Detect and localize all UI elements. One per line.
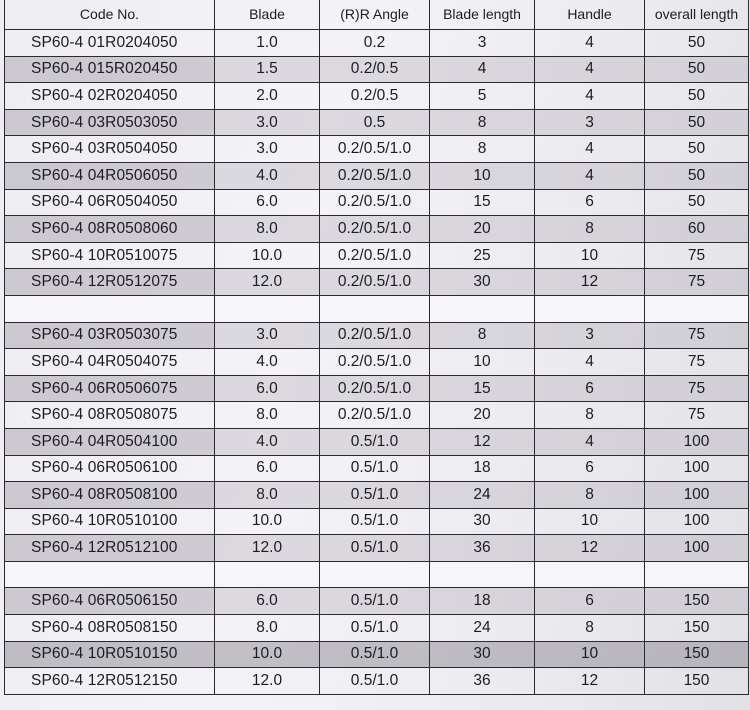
table-row bbox=[5, 402, 749, 429]
cell-blade: 6.0 bbox=[215, 588, 320, 615]
cell-blade: 6.0 bbox=[215, 455, 320, 482]
cell-overall-length: 100 bbox=[645, 428, 749, 455]
cell-overall-length: 75 bbox=[645, 375, 749, 402]
cell-handle: 4 bbox=[535, 56, 645, 83]
cell-overall-length bbox=[645, 561, 749, 588]
cell-r-angle: 0.2/0.5/1.0 bbox=[320, 162, 430, 189]
cell-overall-length: 75 bbox=[645, 349, 749, 376]
cell-r-angle: 0.5/1.0 bbox=[320, 641, 430, 668]
cell-blade-length: 10 bbox=[430, 349, 535, 376]
cell-blade: 3.0 bbox=[215, 136, 320, 163]
cell-overall-length: 75 bbox=[645, 242, 749, 269]
cell-handle: 3 bbox=[535, 322, 645, 349]
table-body bbox=[5, 30, 749, 695]
cell-blade-length: 36 bbox=[430, 535, 535, 562]
cell-overall-length: 50 bbox=[645, 162, 749, 189]
cell-code: SP60-4 03R0503075 bbox=[5, 322, 215, 349]
cell-code: SP60-4 06R0506150 bbox=[5, 588, 215, 615]
cell-handle: 3 bbox=[535, 109, 645, 136]
cell-blade-length: 30 bbox=[430, 641, 535, 668]
cell-blade-length: 18 bbox=[430, 455, 535, 482]
cell-r-angle: 0.2/0.5/1.0 bbox=[320, 375, 430, 402]
cell-overall-length: 60 bbox=[645, 216, 749, 243]
spacer-row bbox=[5, 561, 749, 588]
table-row bbox=[5, 216, 749, 243]
cell-code: SP60-4 10R0510075 bbox=[5, 242, 215, 269]
cell-overall-length: 150 bbox=[645, 641, 749, 668]
table-header bbox=[5, 0, 749, 30]
cell-blade-length: 36 bbox=[430, 668, 535, 695]
cell-overall-length: 50 bbox=[645, 30, 749, 57]
cell-blade-length: 15 bbox=[430, 375, 535, 402]
cell-blade: 8.0 bbox=[215, 615, 320, 642]
cell-blade: 10.0 bbox=[215, 242, 320, 269]
cell-r-angle: 0.5/1.0 bbox=[320, 428, 430, 455]
cell-r-angle: 0.2/0.5/1.0 bbox=[320, 269, 430, 296]
cell-r-angle: 0.2/0.5 bbox=[320, 56, 430, 83]
cell-r-angle: 0.5 bbox=[320, 109, 430, 136]
cell-blade-length: 25 bbox=[430, 242, 535, 269]
cell-r-angle: 0.5/1.0 bbox=[320, 455, 430, 482]
cell-code: SP60-4 08R0508150 bbox=[5, 615, 215, 642]
cell-handle: 12 bbox=[535, 535, 645, 562]
cell-handle: 6 bbox=[535, 189, 645, 216]
cell-code: SP60-4 01R0204050 bbox=[5, 30, 215, 57]
table-row bbox=[5, 615, 749, 642]
cell-handle bbox=[535, 295, 645, 322]
cell-r-angle: 0.2/0.5/1.0 bbox=[320, 242, 430, 269]
cell-blade-length: 30 bbox=[430, 269, 535, 296]
table-row bbox=[5, 375, 749, 402]
cell-code: SP60-4 04R0504100 bbox=[5, 428, 215, 455]
cell-blade: 3.0 bbox=[215, 109, 320, 136]
table-row bbox=[5, 189, 749, 216]
cell-code: SP60-4 04R0504075 bbox=[5, 349, 215, 376]
header-overall-length: overall length bbox=[645, 0, 749, 30]
cell-blade: 6.0 bbox=[215, 189, 320, 216]
cell-blade-length: 10 bbox=[430, 162, 535, 189]
cell-blade: 10.0 bbox=[215, 641, 320, 668]
cell-handle: 4 bbox=[535, 136, 645, 163]
cell-r-angle: 0.2/0.5/1.0 bbox=[320, 189, 430, 216]
cell-overall-length: 75 bbox=[645, 322, 749, 349]
header-row bbox=[5, 0, 749, 30]
cell-r-angle: 0.2 bbox=[320, 30, 430, 57]
cell-r-angle: 0.5/1.0 bbox=[320, 508, 430, 535]
cell-handle: 10 bbox=[535, 641, 645, 668]
cell-blade-length: 8 bbox=[430, 136, 535, 163]
cell-overall-length: 100 bbox=[645, 508, 749, 535]
cell-code bbox=[5, 295, 215, 322]
cell-r-angle: 0.2/0.5/1.0 bbox=[320, 216, 430, 243]
cell-r-angle bbox=[320, 561, 430, 588]
cell-blade-length: 20 bbox=[430, 216, 535, 243]
cell-overall-length: 50 bbox=[645, 136, 749, 163]
table-row bbox=[5, 349, 749, 376]
table-row bbox=[5, 30, 749, 57]
table-row bbox=[5, 83, 749, 110]
table-row bbox=[5, 535, 749, 562]
cell-handle: 4 bbox=[535, 428, 645, 455]
cell-blade: 1.5 bbox=[215, 56, 320, 83]
table-row bbox=[5, 322, 749, 349]
cell-overall-length: 50 bbox=[645, 83, 749, 110]
cell-blade bbox=[215, 561, 320, 588]
cell-handle: 4 bbox=[535, 349, 645, 376]
cell-code: SP60-4 08R0508100 bbox=[5, 482, 215, 509]
table-row bbox=[5, 455, 749, 482]
cell-r-angle: 0.2/0.5/1.0 bbox=[320, 136, 430, 163]
cell-handle: 12 bbox=[535, 269, 645, 296]
cell-handle bbox=[535, 561, 645, 588]
cell-blade: 8.0 bbox=[215, 402, 320, 429]
cell-blade: 8.0 bbox=[215, 482, 320, 509]
table-row bbox=[5, 482, 749, 509]
cell-code: SP60-4 03R0503050 bbox=[5, 109, 215, 136]
table-row bbox=[5, 242, 749, 269]
cell-handle: 8 bbox=[535, 216, 645, 243]
cell-handle: 12 bbox=[535, 668, 645, 695]
cell-blade: 2.0 bbox=[215, 83, 320, 110]
cell-blade: 12.0 bbox=[215, 668, 320, 695]
cell-handle: 6 bbox=[535, 588, 645, 615]
header-code-no: Code No. bbox=[5, 0, 215, 30]
cell-code: SP60-4 08R0508060 bbox=[5, 216, 215, 243]
table-row bbox=[5, 668, 749, 695]
cell-handle: 4 bbox=[535, 162, 645, 189]
cell-code: SP60-4 08R0508075 bbox=[5, 402, 215, 429]
cell-handle: 4 bbox=[535, 83, 645, 110]
cell-handle: 10 bbox=[535, 242, 645, 269]
cell-blade-length bbox=[430, 561, 535, 588]
cell-r-angle: 0.5/1.0 bbox=[320, 615, 430, 642]
table-row bbox=[5, 269, 749, 296]
cell-blade bbox=[215, 295, 320, 322]
cell-blade-length: 8 bbox=[430, 109, 535, 136]
cell-r-angle: 0.5/1.0 bbox=[320, 482, 430, 509]
cell-r-angle: 0.2/0.5 bbox=[320, 83, 430, 110]
table-row bbox=[5, 428, 749, 455]
cell-blade-length: 8 bbox=[430, 322, 535, 349]
cell-r-angle: 0.5/1.0 bbox=[320, 668, 430, 695]
cell-handle: 8 bbox=[535, 482, 645, 509]
cell-code: SP60-4 06R0506075 bbox=[5, 375, 215, 402]
cell-blade-length bbox=[430, 295, 535, 322]
cell-overall-length: 50 bbox=[645, 189, 749, 216]
cell-code: SP60-4 06R0504050 bbox=[5, 189, 215, 216]
cell-overall-length: 100 bbox=[645, 482, 749, 509]
header-r-angle: (R)R Angle bbox=[320, 0, 430, 30]
cell-blade: 1.0 bbox=[215, 30, 320, 57]
cell-code: SP60-4 10R0510100 bbox=[5, 508, 215, 535]
cell-r-angle: 0.2/0.5/1.0 bbox=[320, 349, 430, 376]
cell-blade: 4.0 bbox=[215, 162, 320, 189]
cell-overall-length: 150 bbox=[645, 588, 749, 615]
cell-blade: 12.0 bbox=[215, 535, 320, 562]
cell-overall-length: 50 bbox=[645, 109, 749, 136]
cell-blade-length: 3 bbox=[430, 30, 535, 57]
cell-code: SP60-4 10R0510150 bbox=[5, 641, 215, 668]
cell-blade: 6.0 bbox=[215, 375, 320, 402]
cell-blade: 12.0 bbox=[215, 269, 320, 296]
cell-code bbox=[5, 561, 215, 588]
cell-code: SP60-4 12R0512100 bbox=[5, 535, 215, 562]
cell-overall-length bbox=[645, 295, 749, 322]
cell-overall-length: 50 bbox=[645, 56, 749, 83]
cell-blade-length: 24 bbox=[430, 482, 535, 509]
cell-handle: 8 bbox=[535, 402, 645, 429]
cell-overall-length: 100 bbox=[645, 455, 749, 482]
cell-handle: 6 bbox=[535, 375, 645, 402]
cell-blade-length: 18 bbox=[430, 588, 535, 615]
cell-r-angle: 0.5/1.0 bbox=[320, 588, 430, 615]
header-blade-length: Blade length bbox=[430, 0, 535, 30]
cell-overall-length: 100 bbox=[645, 535, 749, 562]
cell-blade-length: 5 bbox=[430, 83, 535, 110]
cell-r-angle bbox=[320, 295, 430, 322]
header-blade: Blade bbox=[215, 0, 320, 30]
cell-code: SP60-4 03R0504050 bbox=[5, 136, 215, 163]
cell-handle: 10 bbox=[535, 508, 645, 535]
cell-blade: 4.0 bbox=[215, 349, 320, 376]
cell-blade-length: 24 bbox=[430, 615, 535, 642]
cell-code: SP60-4 02R0204050 bbox=[5, 83, 215, 110]
cell-r-angle: 0.2/0.5/1.0 bbox=[320, 322, 430, 349]
cell-blade: 10.0 bbox=[215, 508, 320, 535]
cell-code: SP60-4 12R0512075 bbox=[5, 269, 215, 296]
product-spec-table bbox=[4, 0, 749, 695]
table-row bbox=[5, 641, 749, 668]
cell-overall-length: 75 bbox=[645, 402, 749, 429]
cell-overall-length: 150 bbox=[645, 615, 749, 642]
cell-handle: 8 bbox=[535, 615, 645, 642]
cell-handle: 4 bbox=[535, 30, 645, 57]
cell-code: SP60-4 06R0506100 bbox=[5, 455, 215, 482]
table-row bbox=[5, 56, 749, 83]
cell-code: SP60-4 04R0506050 bbox=[5, 162, 215, 189]
cell-blade: 3.0 bbox=[215, 322, 320, 349]
cell-r-angle: 0.5/1.0 bbox=[320, 535, 430, 562]
cell-blade: 4.0 bbox=[215, 428, 320, 455]
cell-blade-length: 12 bbox=[430, 428, 535, 455]
cell-blade-length: 15 bbox=[430, 189, 535, 216]
cell-code: SP60-4 015R020450 bbox=[5, 56, 215, 83]
cell-overall-length: 75 bbox=[645, 269, 749, 296]
cell-blade-length: 20 bbox=[430, 402, 535, 429]
spacer-row bbox=[5, 295, 749, 322]
cell-code: SP60-4 12R0512150 bbox=[5, 668, 215, 695]
cell-overall-length: 150 bbox=[645, 668, 749, 695]
table-row bbox=[5, 588, 749, 615]
cell-blade-length: 4 bbox=[430, 56, 535, 83]
table-row bbox=[5, 508, 749, 535]
cell-handle: 6 bbox=[535, 455, 645, 482]
table-row bbox=[5, 109, 749, 136]
cell-blade-length: 30 bbox=[430, 508, 535, 535]
header-handle: Handle bbox=[535, 0, 645, 30]
table-row bbox=[5, 136, 749, 163]
cell-blade: 8.0 bbox=[215, 216, 320, 243]
cell-r-angle: 0.2/0.5/1.0 bbox=[320, 402, 430, 429]
table-row bbox=[5, 162, 749, 189]
